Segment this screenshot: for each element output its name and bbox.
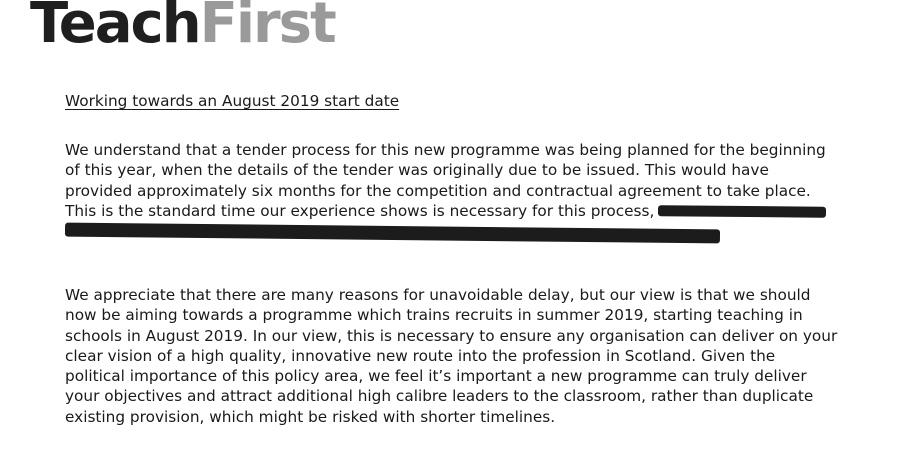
paragraph-2 xyxy=(65,285,895,427)
paragraph-2-line: We appreciate that there are many reasons for unavoidable delay, but our view is that we should xyxy=(65,286,811,304)
paragraph-2-line: your objectives and attract additional high calibre leaders to the classroom, rather than duplicate xyxy=(65,387,814,406)
paragraph-1-line: of this year, when the details of the tender was originally due to be issued. This would have xyxy=(65,161,769,180)
redacted-line xyxy=(65,221,895,241)
paragraph-2-line: clear vision of a high quality, innovative new route into the profession in Scotland. Given the xyxy=(65,346,776,365)
paragraph-2-line: existing provision, which might be risked with shorter timelines. xyxy=(65,407,556,426)
paragraph-2-line: schools in August 2019. In our view, this is necessary to ensure any organisation can deliver on your xyxy=(65,326,838,345)
logo-first-text: First xyxy=(199,0,335,56)
section-heading: Working towards an August 2019 start date xyxy=(65,92,400,110)
paragraph-2-line: political importance of this policy area, we feel it’s important a new programme can truly deliver xyxy=(65,367,807,386)
paragraph-1-line: This is the standard time our experience shows is necessary for this process, xyxy=(65,201,655,220)
paragraph-1-line: We understand that a tender process for this new programme was being planned for the beginning xyxy=(65,141,826,159)
redaction-bar xyxy=(65,223,720,244)
teachfirst-logo xyxy=(30,0,335,56)
paragraph-1-line-with-redaction xyxy=(65,201,895,221)
paragraph-2-line: now be aiming towards a programme which trains recruits in summer 2019, starting teaching in xyxy=(65,306,803,325)
logo-teach-text: Teach xyxy=(30,0,200,56)
paragraph-1 xyxy=(65,140,895,241)
paragraph-1-line: provided approximately six months for the competition and contractual agreement to take place. xyxy=(65,181,811,200)
redaction-bar xyxy=(658,205,826,217)
